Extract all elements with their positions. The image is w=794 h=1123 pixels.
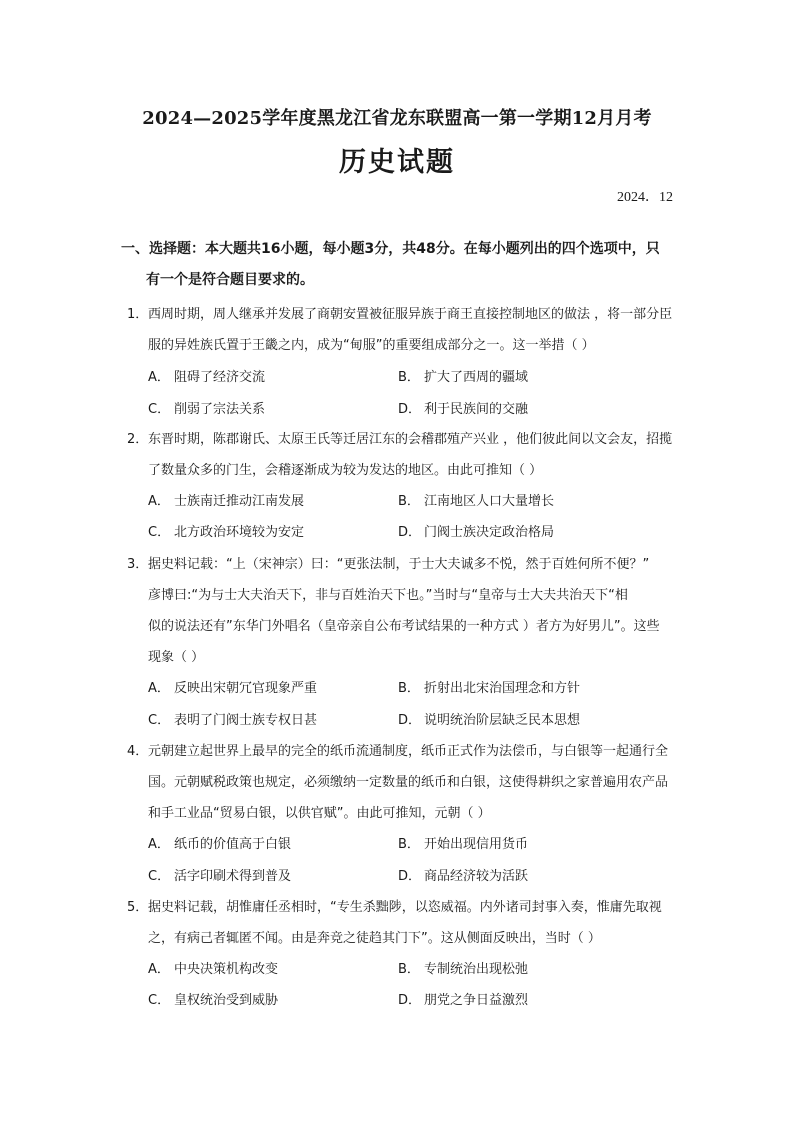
option-text: 士族南迁推动江南发展	[174, 494, 305, 509]
option-key: D．	[398, 402, 422, 417]
question-stem-line: 之，有病己者辄匿不闻。由是奔竞之徒趋其门下”。这从侧面反映出，当时（ ）	[148, 931, 601, 946]
option-c[interactable]	[148, 398, 265, 417]
option-key: B．	[398, 962, 420, 977]
option-c[interactable]	[148, 989, 278, 1008]
option-key: D．	[398, 525, 422, 540]
option-text: 说明统治阶层缺乏民本思想	[424, 713, 581, 728]
option-b[interactable]	[398, 366, 528, 385]
option-b[interactable]	[398, 958, 528, 977]
option-c[interactable]	[148, 865, 291, 884]
option-key: C．	[148, 713, 171, 728]
question-stem-line: 现象（ ）	[148, 650, 205, 665]
question-stem-line: 国。元朝赋税政策也规定，必须缴纳一定数量的纸币和白银，这使得耕织之家普遍用农产品	[148, 775, 669, 790]
option-text: 门阀士族决定政治格局	[424, 525, 555, 540]
option-b[interactable]	[398, 490, 554, 509]
option-key: B．	[398, 681, 420, 696]
option-text: 削弱了宗法关系	[174, 402, 266, 417]
question-number: 2．	[127, 432, 149, 447]
question-stem-line: 东晋时期，陈郡谢氏、太原王氏等迁居江东的会稽郡殖产兴业 ，他们彼此间以文会友，招揽	[148, 432, 673, 447]
option-a[interactable]	[148, 833, 291, 852]
exam-title: 2024—2025学年度黑龙江省龙东联盟高一第一学期12月月考	[142, 108, 652, 129]
option-a[interactable]	[148, 366, 265, 385]
option-key: C．	[148, 402, 171, 417]
question-stem-line: 彦博曰:“为与士大夫治天下，非与百姓治天下也。”当时与“皇帝与士大夫共治天下“相	[148, 588, 628, 603]
option-text: 纸币的价值高于白银	[174, 837, 292, 852]
option-key: D．	[398, 993, 422, 1008]
option-d[interactable]	[398, 398, 528, 417]
option-key: A．	[148, 962, 170, 977]
option-d[interactable]	[398, 521, 554, 540]
option-b[interactable]	[398, 677, 580, 696]
option-d[interactable]	[398, 865, 528, 884]
option-key: C．	[148, 525, 171, 540]
option-key: A．	[148, 494, 170, 509]
option-text: 反映出宋朝冗官现象严重	[174, 681, 318, 696]
question-number: 1．	[127, 307, 149, 322]
option-a[interactable]	[148, 677, 317, 696]
option-text: 扩大了西周的疆域	[424, 370, 529, 385]
option-key: A．	[148, 837, 170, 852]
question-number: 4．	[127, 744, 149, 759]
option-text: 专制统治出现松弛	[424, 962, 529, 977]
question-number: 5．	[127, 900, 149, 915]
option-text: 商品经济较为活跃	[424, 869, 529, 884]
option-key: A．	[148, 370, 170, 385]
option-key: C．	[148, 993, 171, 1008]
question-number: 3．	[127, 557, 149, 572]
option-key: B．	[398, 494, 420, 509]
option-text: 北方政治环境较为安定	[174, 525, 305, 540]
option-key: D．	[398, 713, 422, 728]
question-stem-line: 和手工业品“贸易白银，以供官赋”。由此可推知，元朝（ ）	[148, 806, 491, 821]
question-stem-line: 据史料记载：“上（宋神宗）曰：“更张法制，于士大夫诚多不悦，然于百姓何所不便？”	[148, 557, 650, 572]
question-stem-line: 据史料记载，胡惟庸任丞相时，“专生杀黜陟，以恣威福。内外诸司封事入奏，惟庸先取视	[148, 900, 662, 915]
question-stem-line: 似的说法还有”东华门外唱名（皇帝亲自公布考试结果的一种方式 ）者方为好男儿”。这些	[148, 619, 660, 634]
section-heading-line1: 一、选择题：本大题共16小题，每小题3分，共48分。在每小题列出的四个选项中，只	[121, 241, 660, 257]
option-text: 活字印刷术得到普及	[174, 869, 292, 884]
option-text: 开始出现信用货币	[424, 837, 529, 852]
option-c[interactable]	[148, 709, 317, 728]
option-text: 阻碍了经济交流	[174, 370, 266, 385]
option-text: 朋党之争日益激烈	[424, 993, 529, 1008]
question-stem-line: 西周时期，周人继承并发展了商朝安置被征服异族于商王直接控制地区的做法 ，将一部分臣	[148, 307, 673, 322]
option-text: 表明了门阀士族专权日甚	[174, 713, 318, 728]
option-d[interactable]	[398, 709, 580, 728]
option-text: 利于民族间的交融	[424, 402, 529, 417]
option-key: D．	[398, 869, 422, 884]
option-b[interactable]	[398, 833, 528, 852]
question-stem-line: 服的异姓族氏置于王畿之内，成为“甸服”的重要组成部分之一。这一举措（ ）	[148, 338, 595, 353]
option-key: B．	[398, 837, 420, 852]
option-c[interactable]	[148, 521, 304, 540]
option-text: 折射出北宋治国理念和方针	[424, 681, 581, 696]
option-text: 皇权统治受到威胁	[174, 993, 279, 1008]
option-d[interactable]	[398, 989, 528, 1008]
option-text: 江南地区人口大量增长	[424, 494, 555, 509]
option-key: A．	[148, 681, 170, 696]
option-key: C．	[148, 869, 171, 884]
option-a[interactable]	[148, 958, 278, 977]
option-text: 中央决策机构改变	[174, 962, 279, 977]
exam-date: 2024．12	[617, 190, 673, 205]
section-heading-line2: 有一个是符合题目要求的。	[146, 272, 314, 288]
question-stem-line: 元朝建立起世界上最早的完全的纸币流通制度，纸币正式作为法偿币，与白银等一起通行全	[148, 744, 669, 759]
option-a[interactable]	[148, 490, 304, 509]
option-key: B．	[398, 370, 420, 385]
subject-title: 历史试题	[339, 147, 455, 178]
question-stem-line: 了数量众多的门生，会稽逐渐成为较为发达的地区。由此可推知（ ）	[148, 463, 543, 478]
